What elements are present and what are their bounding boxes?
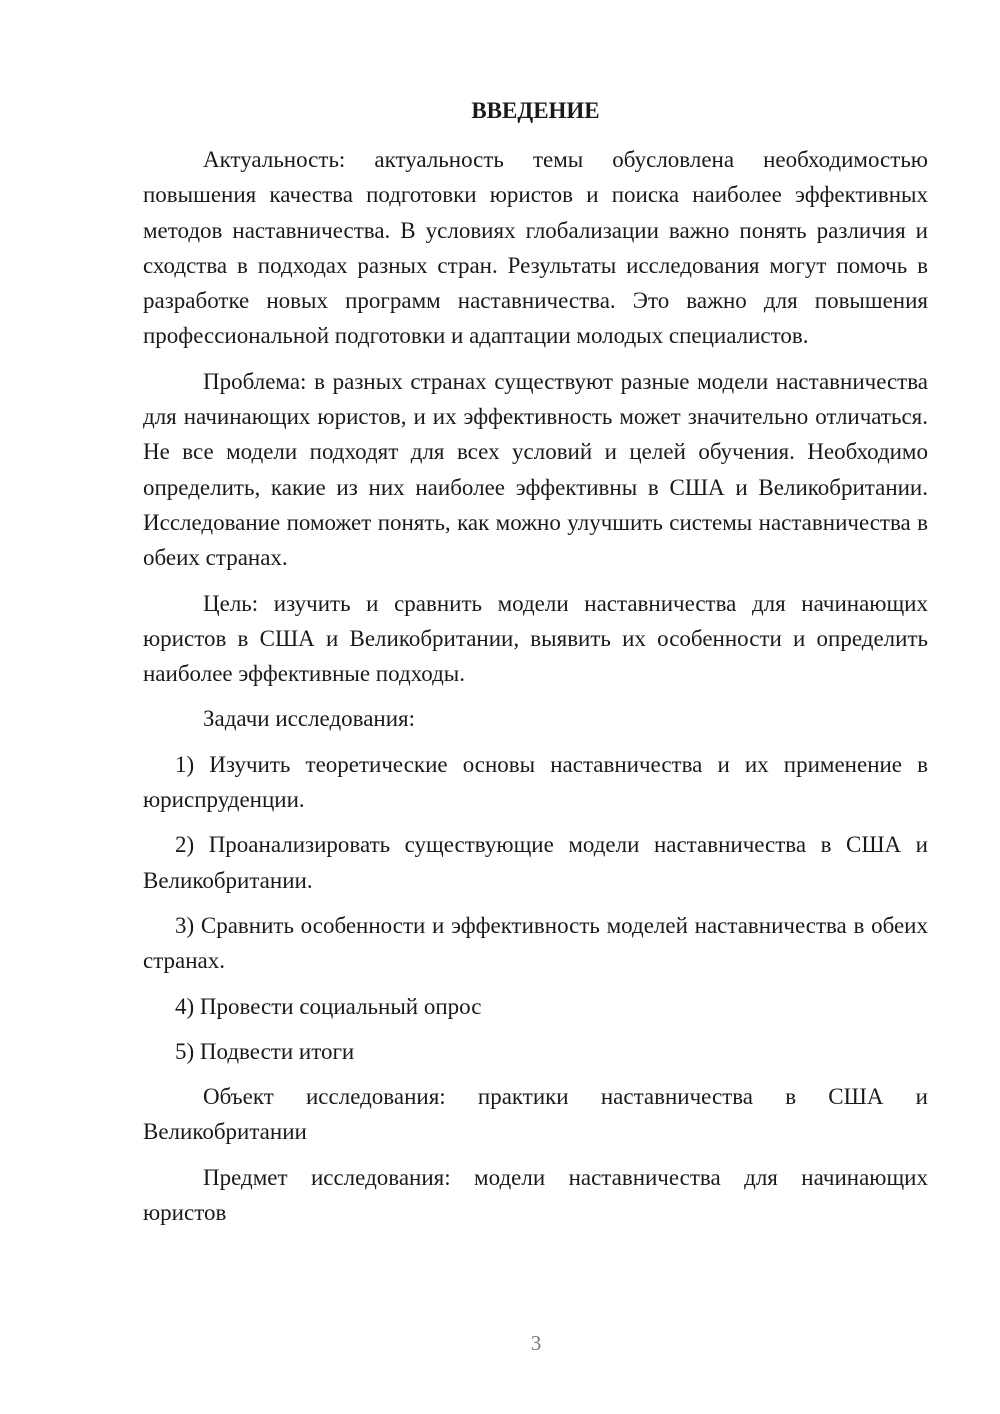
section-title: ВВЕДЕНИЕ xyxy=(471,98,600,123)
task-item-3: 3) Сравнить особенности и эффективность моделей наставничества в обеих странах. xyxy=(143,912,928,974)
task-item-1: 1) Изучить теоретические основы наставничества и их применение в юриспруденции. xyxy=(143,751,928,813)
tasks-heading: Задачи исследования: xyxy=(203,706,416,732)
goal-paragraph: Цель: изучить и сравнить модели наставничества для начинающих юристов в США и Великобритании, выявить их особенности и определить наиболее эффективные подходы. xyxy=(143,590,928,687)
task-item-4: 4) Провести социальный опрос xyxy=(175,993,482,1019)
object-paragraph: Объект исследования: практики наставничества в США и Великобритании xyxy=(143,1084,928,1145)
task-item-2: 2) Проанализировать существующие модели наставничества в США и Великобритании. xyxy=(143,832,928,893)
task-item-5: 5) Подвести итоги xyxy=(175,1038,355,1064)
page-number: 3 xyxy=(530,1331,542,1355)
problem-paragraph: Проблема: в разных странах существуют разные модели наставничества для начинающих юристов, и их эффективность может значительно отличаться. Не все модели подходят для всех условий и целей обучения. Необходимо определить, какие из них наиболее эффективны в США и Великобритании. Исследование поможет понять, как можно улучшить системы наставничества в обеих странах. xyxy=(143,368,928,571)
document-body xyxy=(143,142,928,1240)
subject-paragraph: Предмет исследования: модели наставничества для начинающих юристов xyxy=(143,1164,928,1226)
relevance-paragraph: Актуальность: актуальность темы обусловлена необходимостью повышения качества подготовки юристов и поиска наиболее эффективных методов наставничества. В условиях глобализации важно понять различия и сходства в подходах разных стран. Результаты исследования могут помочь в разработке новых программ наставничества. Это важно для повышения профессиональной подготовки и адаптации молодых специалистов. xyxy=(143,147,928,349)
